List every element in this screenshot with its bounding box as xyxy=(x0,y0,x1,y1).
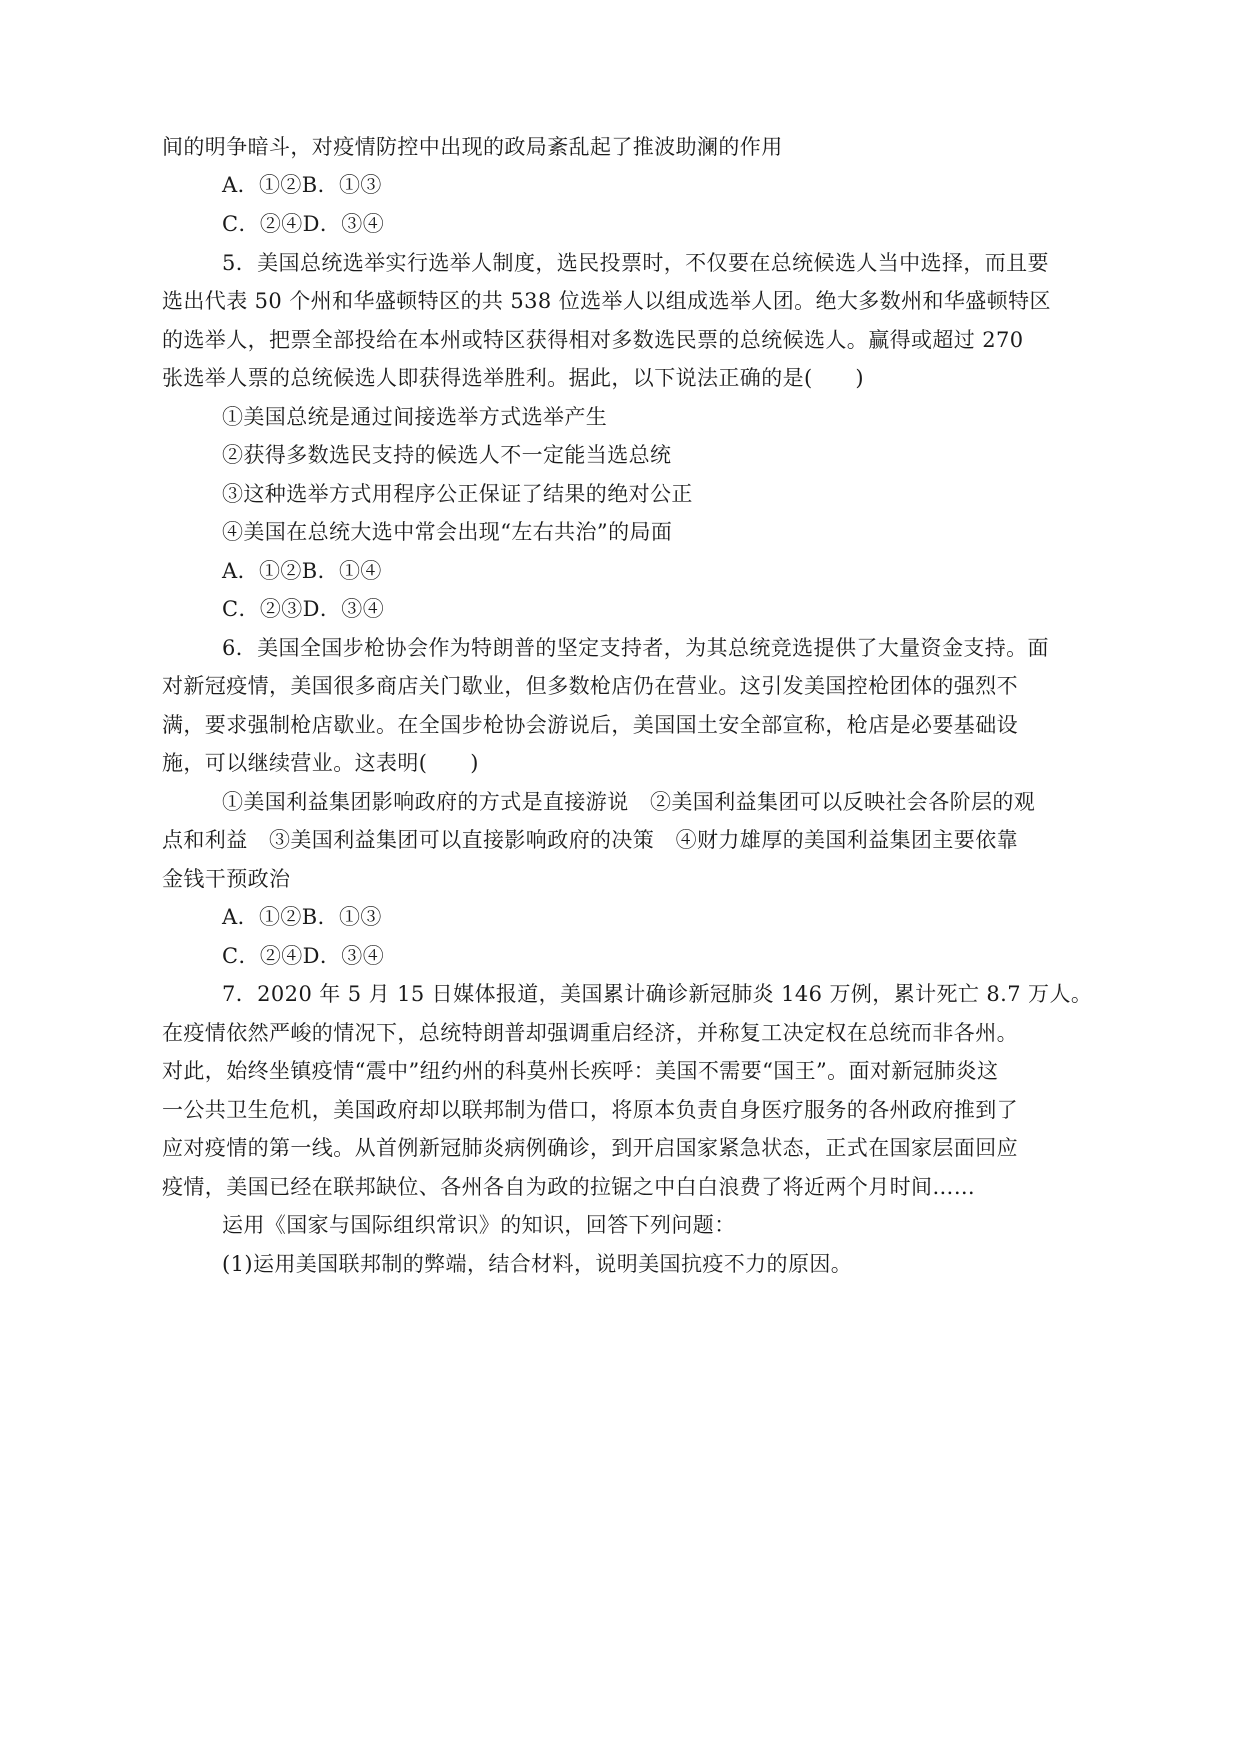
question-7-line: 疫情，美国已经在联邦缺位、各州各自为政的拉锯之中白白浪费了将近两个月时间…… xyxy=(162,1175,976,1199)
question-6-line: 对新冠疫情，美国很多商店关门歇业，但多数枪店仍在营业。这引发美国控枪团体的强烈不 xyxy=(162,674,1018,698)
option-line: A．①②B．①④ xyxy=(222,559,382,583)
question-5-line: 选出代表 50 个州和华盛顿特区的共 538 位选举人以组成选举人团。绝大多数州和华盛顿特区 xyxy=(162,289,1051,313)
option-line: A．①②B．①③ xyxy=(222,173,382,197)
instruction-line: 运用《国家与国际组织常识》的知识，回答下列问题： xyxy=(222,1213,736,1237)
question-7-line: 在疫情依然严峻的情况下，总统特朗普却强调重启经济，并称复工决定权在总统而非各州。 xyxy=(162,1021,1018,1045)
statement-line: ④美国在总统大选中常会出现“左右共治”的局面 xyxy=(222,520,673,544)
question-7-line: 对此，始终坐镇疫情“震中”纽约州的科莫州长疾呼：美国不需要“国王”。面对新冠肺炎这 xyxy=(162,1059,999,1083)
question-6-line: 施，可以继续营业。这表明( ) xyxy=(162,751,479,775)
question-5-line: 的选举人，把票全部投给在本州或特区获得相对多数选民票的总统候选人。赢得或超过 270 xyxy=(162,328,1024,352)
statement-line: ①美国总统是通过间接选举方式选举产生 xyxy=(222,405,608,429)
question-5-line: 张选举人票的总统候选人即获得选举胜利。据此，以下说法正确的是( ) xyxy=(162,366,864,390)
question-5-line: 5．美国总统选举实行选举人制度，选民投票时，不仅要在总统候选人当中选择，而且要 xyxy=(222,251,1049,275)
option-line: A．①②B．①③ xyxy=(222,905,382,929)
statement-line: ①美国利益集团影响政府的方式是直接游说 ②美国利益集团可以反映社会各阶层的观 xyxy=(222,790,1036,814)
question-6-line: 6．美国全国步枪协会作为特朗普的坚定支持者，为其总统竞选提供了大量资金支持。面 xyxy=(222,636,1049,660)
question-7-line: 应对疫情的第一线。从首例新冠肺炎病例确诊，到开启国家紧急状态，正式在国家层面回应 xyxy=(162,1136,1018,1160)
question-7-line: 一公共卫生危机，美国政府却以联邦制为借口，将原本负责自身医疗服务的各州政府推到了 xyxy=(162,1098,1018,1122)
statement-line: 点和利益 ③美国利益集团可以直接影响政府的决策 ④财力雄厚的美国利益集团主要依靠 xyxy=(162,828,1018,852)
statement-line: ③这种选举方式用程序公正保证了结果的绝对公正 xyxy=(222,482,693,506)
statement-line: 金钱干预政治 xyxy=(162,867,291,891)
option-line: C．②④D．③④ xyxy=(222,944,385,968)
option-line: C．②④D．③④ xyxy=(222,212,385,236)
statement-line: ②获得多数选民支持的候选人不一定能当选总统 xyxy=(222,443,672,467)
text-line: 间的明争暗斗，对疫情防控中出现的政局紊乱起了推波助澜的作用 xyxy=(162,135,783,159)
question-6-line: 满，要求强制枪店歇业。在全国步枪协会游说后，美国国土安全部宣称，枪店是必要基础设 xyxy=(162,713,1018,737)
question-7-line: 7．2020 年 5 月 15 日媒体报道，美国累计确诊新冠肺炎 146 万例，累计死亡 8.7 万人。 xyxy=(222,982,1093,1006)
sub-question-line: (1)运用美国联邦制的弊端，结合材料，说明美国抗疫不力的原因。 xyxy=(222,1252,853,1276)
option-line: C．②③D．③④ xyxy=(222,597,385,621)
